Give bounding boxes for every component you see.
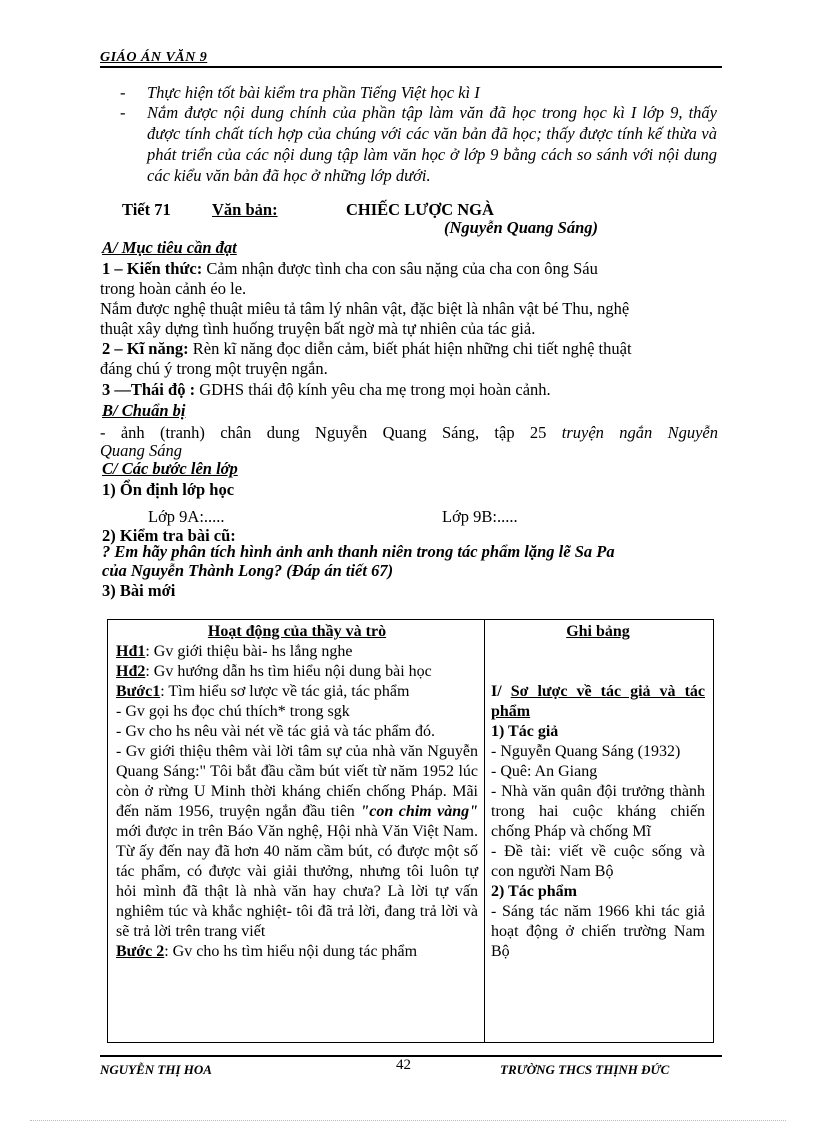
prep-line-2: Quang Sáng <box>100 441 183 460</box>
bullet-text: Nắm được nội dung chính của phần tập làm văn đã học trong học kì I lớp 9, thấy được tính chất tích hợp của chúng với các văn bản đã học; thấy được tính kế thừa và phát triển của các nội dung tập làm văn học ở lớp 9 bằng cách so sánh với nội dung các kiểu văn bản đã học ở những lớp dưới. <box>147 103 717 185</box>
hd2-label: Hđ2 <box>116 663 146 680</box>
lesson-title: CHIẾC LƯỢC NGÀ <box>346 200 494 219</box>
work-heading: 2) Tác phẩm <box>491 883 577 900</box>
board-notes-cell <box>491 622 705 962</box>
author-note: - Nhà văn quân đội trưởng thành trong hai cuộc kháng chiến chống Pháp và chống Mĩ <box>491 783 705 840</box>
activity-quote <box>116 742 478 942</box>
notes-section-heading <box>491 682 705 722</box>
knowledge-line-1 <box>102 259 598 278</box>
knowledge-line-4: thuật xây dựng tình huống truyện bất ngờ mà tự nhiên của tác giả. <box>100 319 536 338</box>
class-b: Lớp 9B:..... <box>442 507 518 526</box>
header-divider <box>100 66 722 68</box>
footer-divider <box>100 1055 722 1057</box>
footer-school: TRƯỜNG THCS THỊNH ĐỨC <box>500 1062 670 1077</box>
author-note: - Nguyễn Quang Sáng (1932) <box>491 743 681 760</box>
section-title: Sơ lược về tác giả và tác phẩm <box>491 683 706 720</box>
footer-author: NGUYỄN THỊ HOA <box>100 1062 212 1077</box>
skill-line-2: đáng chú ý trong một truyện ngắn. <box>100 359 328 378</box>
buoc2-text: : Gv cho hs tìm hiểu nội dung tác phẩm <box>164 943 418 960</box>
knowledge-label: 1 – Kiến thức: <box>102 259 203 278</box>
lesson-table <box>107 619 714 1043</box>
author-heading: 1) Tác giả <box>491 723 559 740</box>
section-c-heading: C/ Các bước lên lớp <box>102 459 238 478</box>
review-question-2: của Nguyễn Thành Long? (Đáp án tiết 67) <box>102 561 394 580</box>
skill-line-1 <box>102 339 632 358</box>
lesson-period: Tiết 71 <box>122 200 171 219</box>
quote-text-rest: mới được in trên Báo Văn nghệ, Hội nhà Văn Việt Nam. Từ ấy đến nay đã hơn 40 năm cầm bút, có được một số tác phẩm, có được vài giải thưởng, nhưng tôi luôn tự hỏi mình đã thật là nhà văn hay chưa? Là lời tự vấn nghiêm túc và khắc nghiệt- tôi đã trả lời, đang trả lời và sẽ trả lời trên trang viết <box>116 823 478 940</box>
step-1: 1) Ổn định lớp học <box>102 480 235 499</box>
hd2-text: : Gv hướng dẫn hs tìm hiểu nội dung bài học <box>145 663 432 680</box>
buoc1-text: : Tìm hiểu sơ lược về tác giả, tác phẩm <box>160 683 410 700</box>
buoc1-label: Bước1 <box>116 683 161 700</box>
knowledge-line-3: Nắm được nghệ thuật miêu tả tâm lý nhân vật, đặc biệt là nhân vật bé Thu, nghệ <box>100 299 630 318</box>
section-b-heading: B/ Chuẩn bị <box>102 401 186 420</box>
hd1-label: Hđ1 <box>116 643 146 660</box>
right-column-header: Ghi bảng <box>566 623 630 640</box>
prep-text: - ảnh (tranh) chân dung Nguyễn Quang Sáng, tập 25 <box>100 423 562 442</box>
class-a: Lớp 9A:..... <box>148 507 225 526</box>
attitude-line <box>102 380 551 399</box>
skill-text: Rèn kĩ năng đọc diễn cảm, biết phát hiện những chi tiết nghệ thuật <box>188 339 632 358</box>
page-bottom-border <box>30 1120 786 1121</box>
section-prefix: I/ <box>491 683 511 700</box>
quote-title: "con chim vàng" <box>360 803 479 820</box>
work-note: - Sáng tác năm 1966 khi tác giả hoạt động ở chiến trường Nam Bộ <box>491 903 705 960</box>
bullet-item <box>120 82 717 103</box>
prep-line-1 <box>100 423 718 442</box>
left-column-header: Hoạt động của thầy và trò <box>207 623 387 640</box>
knowledge-text: Cảm nhận được tình cha con sâu nặng của cha con ông Sáu <box>202 259 598 278</box>
buoc2-label: Bước 2 <box>116 943 165 960</box>
lesson-type-label: Văn bản: <box>212 200 278 219</box>
section-a-heading: A/ Mục tiêu cần đạt <box>102 238 237 257</box>
skill-label: 2 – Kĩ năng: <box>102 339 189 358</box>
activity-line: - Gv cho hs nêu vài nét về tác giả và tác phẩm đó. <box>116 723 435 740</box>
knowledge-line-2: trong hoàn cảnh éo le. <box>100 279 247 298</box>
bullet-item <box>120 102 717 186</box>
teacher-activity-cell <box>116 622 478 962</box>
attitude-label: 3 —Thái độ : <box>102 380 196 399</box>
bullet-text: Thực hiện tốt bài kiểm tra phần Tiếng Việt học kì I <box>147 83 480 102</box>
prep-text-italic: truyện ngắn Nguyễn <box>561 423 718 442</box>
author-note: - Quê: An Giang <box>491 763 598 780</box>
author-note: - Đề tài: viết về cuộc sống và con người Nam Bộ <box>491 843 705 880</box>
bullet-dash: - <box>120 103 126 122</box>
table-column-divider <box>484 620 485 1042</box>
step-3: 3) Bài mới <box>102 581 176 600</box>
quote-text: - Gv giới thiệu thêm vài lời tâm sự của nhà văn Nguyễn Quang Sáng:" Tôi bắt đầu cầm bút viết từ năm 1952 lúc còn ở rừng U Minh thời kháng chiến chống Pháp. Mãi đến năm 1956, truyện ngắn đầu tiên <box>116 743 478 820</box>
bullet-dash: - <box>120 83 126 102</box>
header-title: GIÁO ÁN VĂN 9 <box>100 50 208 65</box>
hd1-text: : Gv giới thiệu bài- hs lắng nghe <box>145 643 353 660</box>
attitude-text: GDHS thái độ kính yêu cha mẹ trong mọi hoàn cảnh. <box>195 380 551 399</box>
review-question-1: ? Em hãy phân tích hình ảnh anh thanh niên trong tác phẩm lặng lẽ Sa Pa <box>102 542 615 561</box>
lesson-author: (Nguyễn Quang Sáng) <box>444 218 599 237</box>
step-2: 2) Kiểm tra bài cũ: <box>102 526 236 545</box>
activity-line: - Gv gọi hs đọc chú thích* trong sgk <box>116 703 350 720</box>
page-number: 42 <box>396 1057 411 1073</box>
